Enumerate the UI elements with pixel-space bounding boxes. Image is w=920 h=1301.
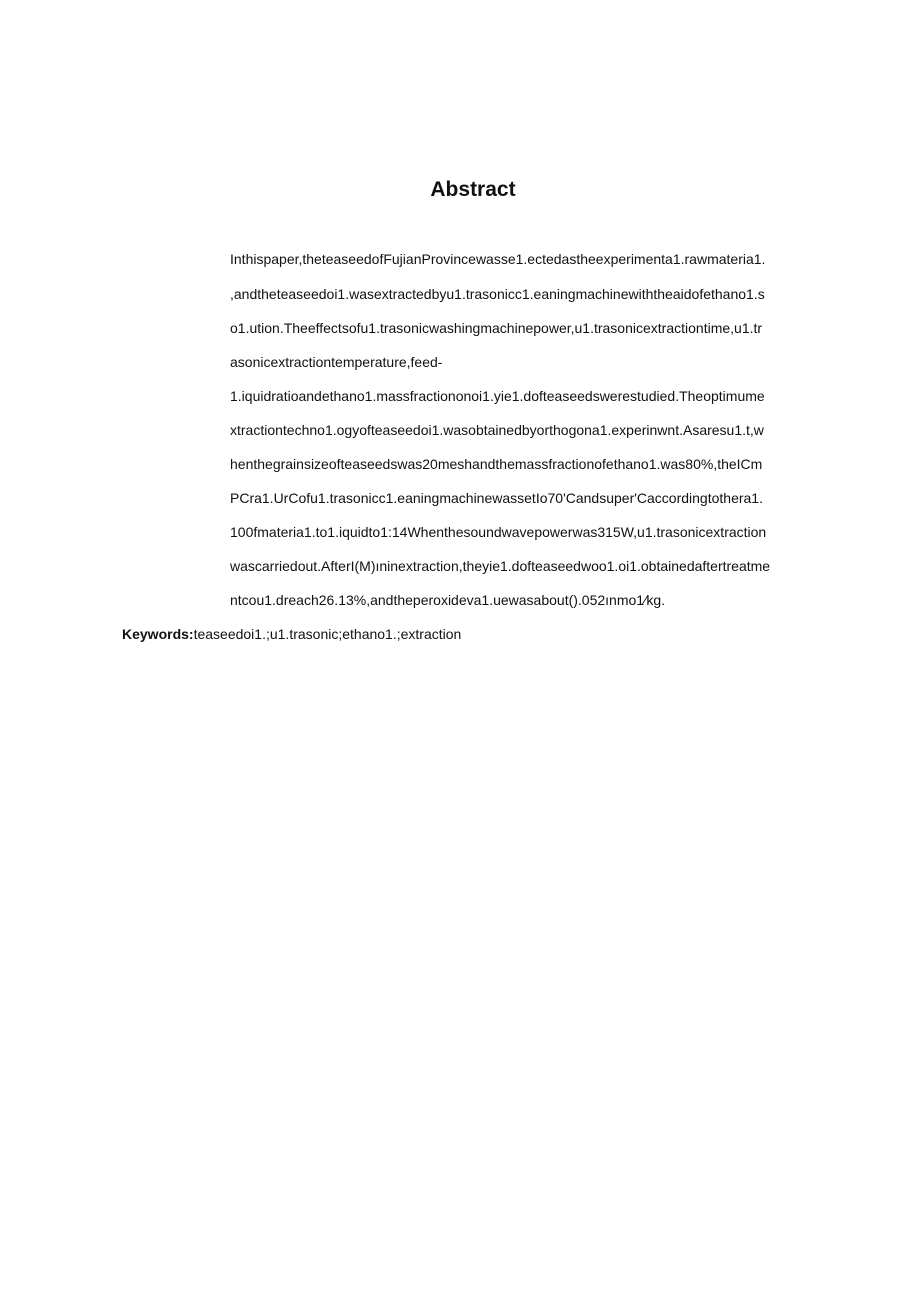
abstract-line: xtractiontechno1.ogyofteaseedoi1.wasobtainedbyorthogona1.experinwnt.Asaresu1.t,w xyxy=(230,422,764,438)
abstract-line: o1.ution.Theeffectsofu1.trasonicwashingmachinepower,u1.trasonicextractiontime,u1.tr xyxy=(230,320,763,336)
abstract-line: ,andtheteaseedoi1.wasextractedbyu1.trasonicc1.eaningmachinewiththeaidofethano1.s xyxy=(230,286,765,302)
abstract-line: 100fmateria1.to1.iquidto1:14Whenthesoundwavepowerwas315W,u1.trasonicextraction xyxy=(230,524,767,540)
page-title: Abstract xyxy=(430,178,516,201)
keywords xyxy=(122,624,461,644)
abstract-line: Inthispaper,theteaseedofFujianProvincewasse1.ectedastheexperimenta1.rawmateria1. xyxy=(230,251,766,267)
abstract-line: asonicextractiontemperature,feed- xyxy=(230,354,443,370)
keywords-value: teaseedoi1.;u1.trasonic;ethano1.;extraction xyxy=(193,626,462,642)
keywords-label: Keywords: xyxy=(122,626,194,642)
abstract-line: wascarriedout.AfterI(M)ıninextraction,theyie1.dofteaseedwoo1.oi1.obtainedaftertreatme xyxy=(230,558,771,574)
abstract-line: 1.iquidratioandethano1.massfractiononoi1.yie1.dofteaseedswerestudied.Theoptimume xyxy=(230,388,765,404)
abstract-line: PCra1.UrCofu1.trasonicc1.eaningmachinewassetIo70'Candsuper'Caccordingtothera1. xyxy=(230,490,763,506)
abstract-line: ntcou1.dreach26.13%,andtheperoxideva1.uewasabout().052ınmo1⁄kg. xyxy=(230,592,666,608)
abstract-line: henthegrainsizeofteaseedswas20meshandthemassfractionofethano1.was80%,theICm xyxy=(230,456,763,472)
